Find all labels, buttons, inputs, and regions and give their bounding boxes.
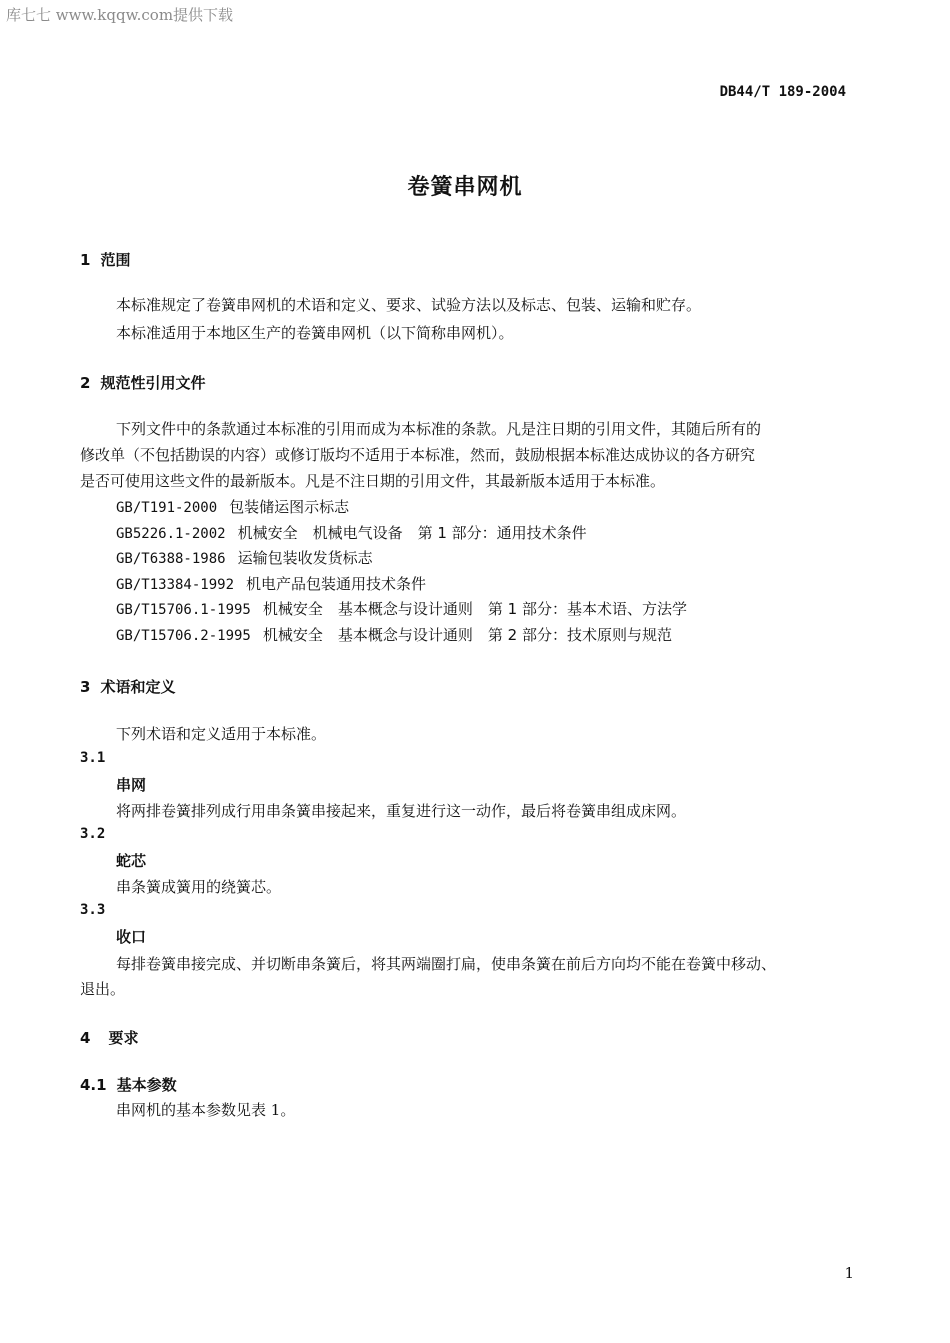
term-name: 收口 — [116, 928, 147, 946]
reference-code: GB/T6388-1986 — [116, 551, 226, 567]
reference-code: GB/T15706.1-1995 — [116, 602, 251, 618]
reference-title: 包装储运图示标志 — [229, 498, 350, 516]
section-2-heading — [80, 372, 205, 393]
section-title: 要求 — [108, 1029, 139, 1047]
paragraph-line: 修改单（不包括勘误的内容）或修订版均不适用于本标准，然而，鼓励根据本标准达成协议的各方研究 — [80, 446, 756, 464]
term-name: 串网 — [116, 776, 147, 794]
section-title: 范围 — [100, 251, 131, 269]
paragraph: 串网机的基本参数见表 1。 — [116, 1101, 296, 1119]
reference-item — [116, 522, 587, 543]
reference-item — [116, 624, 672, 645]
subsection-4-1-heading — [80, 1074, 177, 1095]
subsection-number: 4.1 — [80, 1076, 107, 1094]
page-number: 1 — [844, 1264, 854, 1282]
reference-title: 运输包装收发货标志 — [237, 549, 373, 567]
paragraph: 本标准适用于本地区生产的卷簧串网机（以下简称串网机）。 — [116, 324, 514, 342]
reference-title: 机械安全 基本概念与设计通则 第 2 部分：技术原则与规范 — [262, 626, 672, 644]
section-number: 4 — [80, 1029, 91, 1047]
paragraph-line: 是否可使用这些文件的最新版本。凡是不注日期的引用文件，其最新版本适用于本标准。 — [80, 472, 666, 490]
reference-item — [116, 496, 349, 517]
section-number: 1 — [80, 251, 91, 269]
section-1-heading — [80, 249, 130, 270]
section-4-heading — [80, 1027, 138, 1048]
reference-item — [116, 573, 426, 594]
term-definition: 退出。 — [80, 980, 126, 998]
reference-item — [116, 547, 373, 568]
section-number: 3 — [80, 678, 91, 696]
term-number: 3.1 — [80, 750, 106, 766]
reference-code: GB/T13384-1992 — [116, 577, 235, 593]
term-number: 3.2 — [80, 826, 106, 842]
reference-title: 机械安全 机械电气设备 第 1 部分：通用技术条件 — [237, 524, 587, 542]
reference-code: GB/T15706.2-1995 — [116, 628, 251, 644]
section-title: 规范性引用文件 — [100, 374, 206, 392]
term-definition: 每排卷簧串接完成、并切断串条簧后，将其两端圈打扁，使串条簧在前后方向均不能在卷簧中移动、 — [116, 955, 777, 973]
term-definition: 串条簧成簧用的绕簧芯。 — [116, 878, 282, 896]
document-number: DB44/T 189-2004 — [719, 84, 846, 100]
paragraph: 本标准规定了卷簧串网机的术语和定义、要求、试验方法以及标志、包装、运输和贮存。 — [116, 296, 702, 314]
subsection-title: 基本参数 — [116, 1076, 177, 1094]
term-definition: 将两排卷簧排列成行用串条簧串接起来，重复进行这一动作，最后将卷簧串组成床网。 — [116, 802, 687, 820]
paragraph: 下列术语和定义适用于本标准。 — [116, 725, 327, 743]
watermark: 库七七 www.kqqw.com提供下载 — [6, 6, 234, 24]
section-title: 术语和定义 — [100, 678, 176, 696]
term-number: 3.3 — [80, 902, 106, 918]
section-number: 2 — [80, 374, 91, 392]
reference-code: GB5226.1-2002 — [116, 526, 226, 542]
section-3-heading — [80, 676, 175, 697]
reference-title: 机械安全 基本概念与设计通则 第 1 部分：基本术语、方法学 — [262, 600, 687, 618]
paragraph-line: 下列文件中的条款通过本标准的引用而成为本标准的条款。凡是注日期的引用文件，其随后所有的 — [116, 420, 762, 438]
reference-code: GB/T191-2000 — [116, 500, 218, 516]
document-title: 卷簧串网机 — [407, 175, 523, 200]
reference-title: 机电产品包装通用技术条件 — [246, 575, 427, 593]
reference-item — [116, 598, 687, 619]
term-name: 蛇芯 — [116, 852, 147, 870]
